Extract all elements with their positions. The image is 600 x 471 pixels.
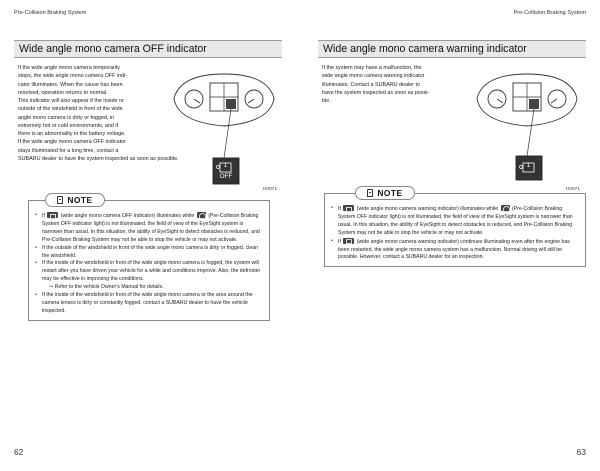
intro-line: outside of the windshield in front of the wide [18, 106, 123, 113]
indicator-off-label: OFF [219, 173, 233, 180]
note-text: If [42, 213, 45, 219]
instrument-cluster-figure [171, 70, 277, 192]
running-head-left: Pre-Collision Braking System [14, 10, 87, 16]
section-title-bar [14, 40, 282, 58]
indicator-number: 1 [526, 162, 531, 169]
intro-line: This indicator will also appear if the inside or [18, 98, 124, 104]
intro-line: If the wide angle mono camera OFF indicator [18, 139, 126, 146]
intro-line: stops, the wide angle mono camera OFF indi- [18, 73, 128, 80]
figure-code: H0071 [565, 187, 580, 192]
intro-line: stays illuminated for a long time, contact a [18, 147, 119, 154]
intro-line: have the system inspected as soon as possi- [322, 89, 430, 96]
note-text: (wide angle mono camera OFF indicator) illuminates while [60, 213, 195, 219]
page-number-left: 62 [14, 447, 24, 457]
section-title: Wide angle mono camera OFF indicator [19, 43, 207, 55]
note-title: NOTE [67, 195, 93, 205]
intro-line: extremely hot or cold environments, and if [18, 122, 119, 129]
section-title: Wide angle mono camera warning indicator [323, 43, 527, 55]
instrument-cluster-figure [474, 70, 580, 192]
pre-collision-off-indicator-icon [197, 212, 206, 218]
note-item: • If the inside of the windshield in front of the wide angle mono camera or the area around the camera lenses is dirty or constantly fogged, contact a SUBARU dealer to have the vehicle inspected. [35, 292, 263, 316]
intro-line: ble. [322, 98, 331, 104]
note-text: If [338, 238, 341, 245]
note-item [331, 205, 579, 238]
note-header [45, 193, 105, 207]
figure-code: H0071 [262, 187, 277, 192]
note-book-icon [367, 189, 373, 197]
camera-warning-indicator-icon [343, 205, 354, 211]
section-title-bar [318, 40, 586, 58]
note-reference: ⇒ Refer to the vehicle Owner's Manual for details. [49, 284, 164, 291]
note-book-icon [57, 196, 63, 204]
note-item [331, 238, 579, 263]
note-header [355, 186, 415, 200]
note-item: • If the outside of the windshield in front of the wide angle mono camera is dirty or fogged, clean the windshield. [35, 245, 263, 261]
note-box [28, 195, 270, 321]
intro-line: angle mono camera is dirty or fogged, in [18, 114, 115, 121]
running-head-right: Pre-Collision Braking System [513, 10, 586, 16]
intro-line: wide angle mono camera warning indicator [322, 73, 425, 80]
left-page [14, 40, 282, 314]
note-list [35, 212, 263, 316]
camera-warning-indicator-icon [343, 238, 354, 244]
note-title: NOTE [377, 188, 403, 198]
note-text: (wide angle mono camera warning indicator) continues illuminating even after the engine has been restarted, the wide angle mono camera system has a malfunction. Normal driving will still be possible. However, contact a SUBARU dealer for an inspection. [338, 238, 570, 261]
camera-off-indicator-icon [47, 212, 58, 218]
note-item [35, 212, 263, 245]
note-text: If [338, 206, 341, 212]
right-page [318, 40, 586, 261]
page-number-right: 63 [576, 447, 586, 457]
pre-collision-off-indicator-icon [501, 205, 510, 211]
intro-line: If the wide angle mono camera temporarily [18, 65, 120, 71]
intro-line: there is an abnormality in the battery voltage. [18, 131, 126, 137]
intro-line: SUBARU dealer to have the system inspected as soon as possible. [18, 155, 179, 162]
intro-line: resolved, operation returns to normal. [18, 89, 108, 96]
intro-text [18, 64, 179, 163]
intro-line: cator illuminates. When the cause has been [18, 81, 123, 88]
indicator-number: 1 [223, 162, 228, 169]
note-text: (Pre-Collision Braking System OFF indicator light) is not illuminated, the field of view of the EyeSight system is narrower than usual. In this situation, the ability of EyeSight to detect obstacles is reduced, and Pre-Collision Braking System may not be able to stop the vehicle or may not activate. [338, 206, 573, 236]
note-list [331, 205, 579, 262]
note-item: • If the inside of the windshield in front of the wide angle mono camera is fogged, the system will restart after you have driven your vehicle for a while and conditions improve. Also, the defroster may be effective in improving the conditions. [35, 260, 263, 284]
note-text: (wide angle mono camera warning indicator) illuminates while [356, 206, 499, 212]
intro-text [322, 64, 450, 105]
intro-line: illuminates. Contact a SUBARU dealer to [322, 81, 420, 88]
note-text: (Pre-Collision Braking System OFF indicator light) is not illuminated, the field of view of the EyeSight system is narrower than usual. In this situation, the ability of EyeSight to detect obstacles is reduced, and Pre-Collision Braking System may not be able to stop the vehicle or may not activate. [42, 213, 260, 243]
intro-line: If the system may have a malfunction, the [322, 65, 422, 71]
